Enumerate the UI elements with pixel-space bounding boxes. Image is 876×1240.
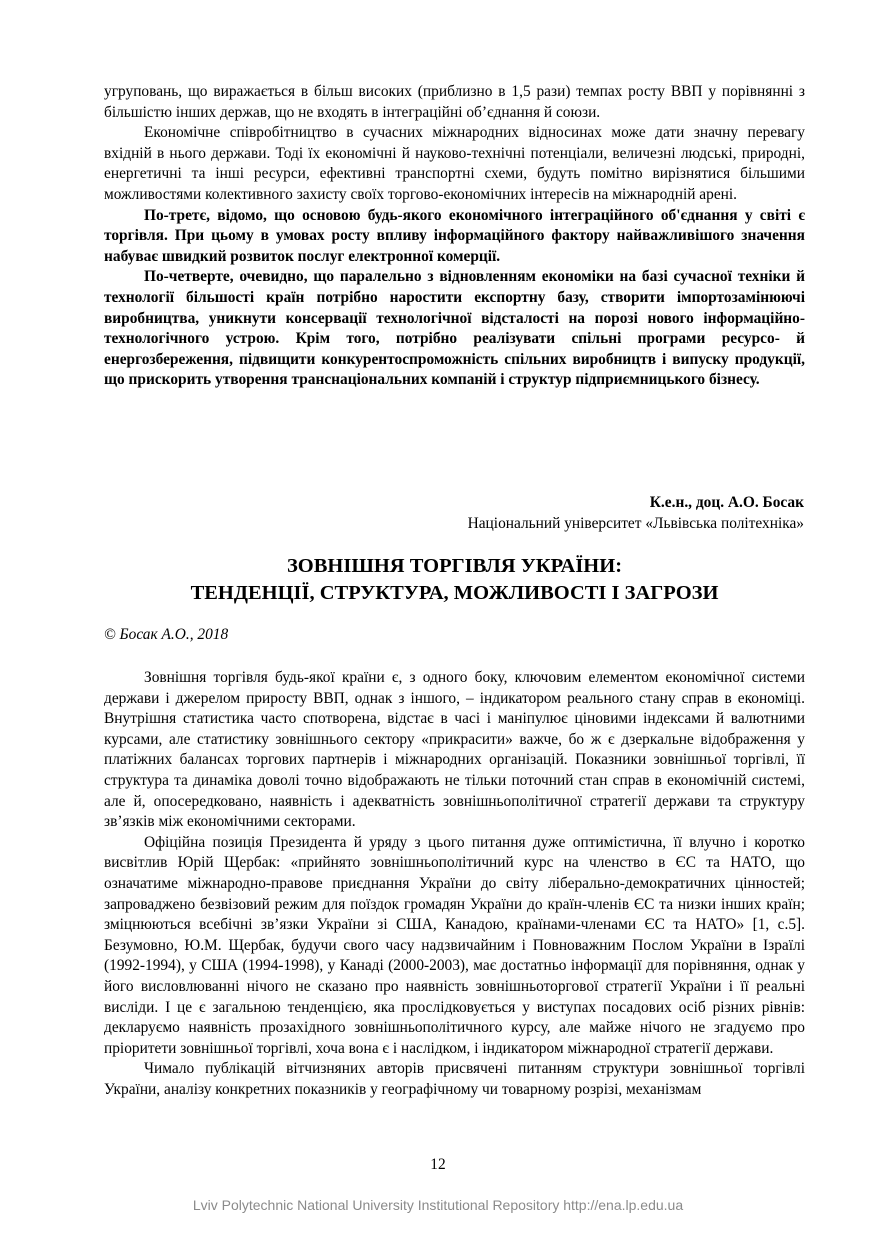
paragraph: Економічне співробітництво в сучасних міжнародних відносинах може дати значну перевагу вхідній в нього держави. Тоді їх економічні й науково-технічні потенціали, величезні людські, природні, енергетичні та інші ресурси, ефективні транспортні схеми, будуть помітно вирізнятися більшими можливостями колективного захисту своїх торгово-економічних інтересів на міжнародній арені. bbox=[104, 124, 805, 203]
previous-section-text bbox=[104, 82, 805, 391]
article-title-line-2: ТЕНДЕНЦІЇ, СТРУКТУРА, МОЖЛИВОСТІ І ЗАГРОЗИ bbox=[190, 582, 719, 604]
paragraph: Офіційна позиція Президента й уряду з цього питання дуже оптимістична, її влучно і коротко висвітлив Юрій Щербак: «прийнято зовнішньополітичний курс на членство в ЄС та НАТО, що означатиме міжнародно-правове приєднання України до світу ліберально-демократичних цінностей; запроваджено безвізовий режим для поїздок громадян України до країн-членів ЄС та низки інших країн; зміцнюються всебічні зв’язки України зі США, Канадою, країнами-членами ЄС та НАТО» [1, с.5]. Безумовно, Ю.М. Щербак, будучи свого часу надзвичайним і Повноважним Послом України в Ізраїлі (1992-1994), у США (1994-1998), у Канаді (2000-2003), має достатньо інформації для порівняння, однак у його висловлюванні нічого не сказано про наявність зовнішньоторгової стратегії України і її реальні висліди. І це є загальною тенденцією, яка прослідковується у виступах посадових осіб різних рівнів: декларуємо наявність прозахідного зовнішньополітичного курсу, але майже нічого не згадуємо про пріоритети зовнішньої торгівлі, хоча вона є і наслідком, і індикатором міжнародної стратегії держави. bbox=[104, 833, 805, 1057]
article-title-line-1: ЗОВНІШНЯ ТОРГІВЛЯ УКРАЇНИ: bbox=[286, 555, 623, 577]
paragraph: Зовнішня торгівля будь-якої країни є, з одного боку, ключовим елементом економічної системи держави і джерелом приросту ВВП, однак з іншого, – індикатором реального стану справ в економіці. Внутрішня статистика часто спотворена, відстає в часі і маніпулює ціновими індексами й валютними курсами, але статистику зовнішнього сектору «прикрасити» важче, бо ж є дзеркальне відображення у платіжних балансах торгових партнерів і міжнародних організацій. Показники зовнішньої торгівлі, її структура та динаміка доволі точно відображають не тільки поточний стан справ в економічній системі, але й, опосередковано, наявність і адекватність зовнішньополітичної стратегії держави та структуру зв’язків між економічними секторами. bbox=[104, 669, 805, 831]
repository-footer: Lviv Polytechnic National University Institutional Repository http://ena.lp.edu.ua bbox=[192, 1197, 684, 1213]
paragraph-bold: По-третє, відомо, що основою будь-якого економічного інтеграційного об'єднання у світі є торгівля. При цьому в умовах росту впливу інформаційного фактору найважливішого значення набуває швидкий розвиток послуг електронної комерції. bbox=[104, 206, 805, 265]
author-name: К.е.н., доц. А.О. Босак bbox=[649, 494, 804, 511]
paragraph: Чимало публікацій вітчизняних авторів присвячені питанням структури зовнішньої торгівлі України, аналізу конкретних показників у географічному чи товарному розрізі, механізмам bbox=[104, 1060, 805, 1098]
copyright-notice: © Босак А.О., 2018 bbox=[104, 626, 229, 643]
paragraph: угруповань, що виражається в більш високих (приблизно в 1,5 рази) темпах росту ВВП у порівнянні з більшістю інших держав, що не входять в інтеграційні об’єднання й союзи. bbox=[104, 83, 805, 121]
article-body bbox=[104, 668, 805, 1100]
page-number: 12 bbox=[430, 1156, 446, 1173]
author-affiliation: Національний університет «Львівська політехніка» bbox=[467, 515, 804, 532]
paragraph-bold: По-четверте, очевидно, що паралельно з відновленням економіки на базі сучасної техніки й технології більшості країн потрібно наростити експортну базу, створити імпортозамінюючі виробництва, уникнути консервації технологічної відсталості на порозі нового інформаційно-технологічного устрою. Крім того, потрібно реалізувати спільні програми ресурсо- й енергозбереження, підвищити конкурентоспроможність спільних виробництв і випуску продукції, що прискорить утворення транснаціональних компаній і структур підприємницького бізнесу. bbox=[104, 268, 805, 389]
